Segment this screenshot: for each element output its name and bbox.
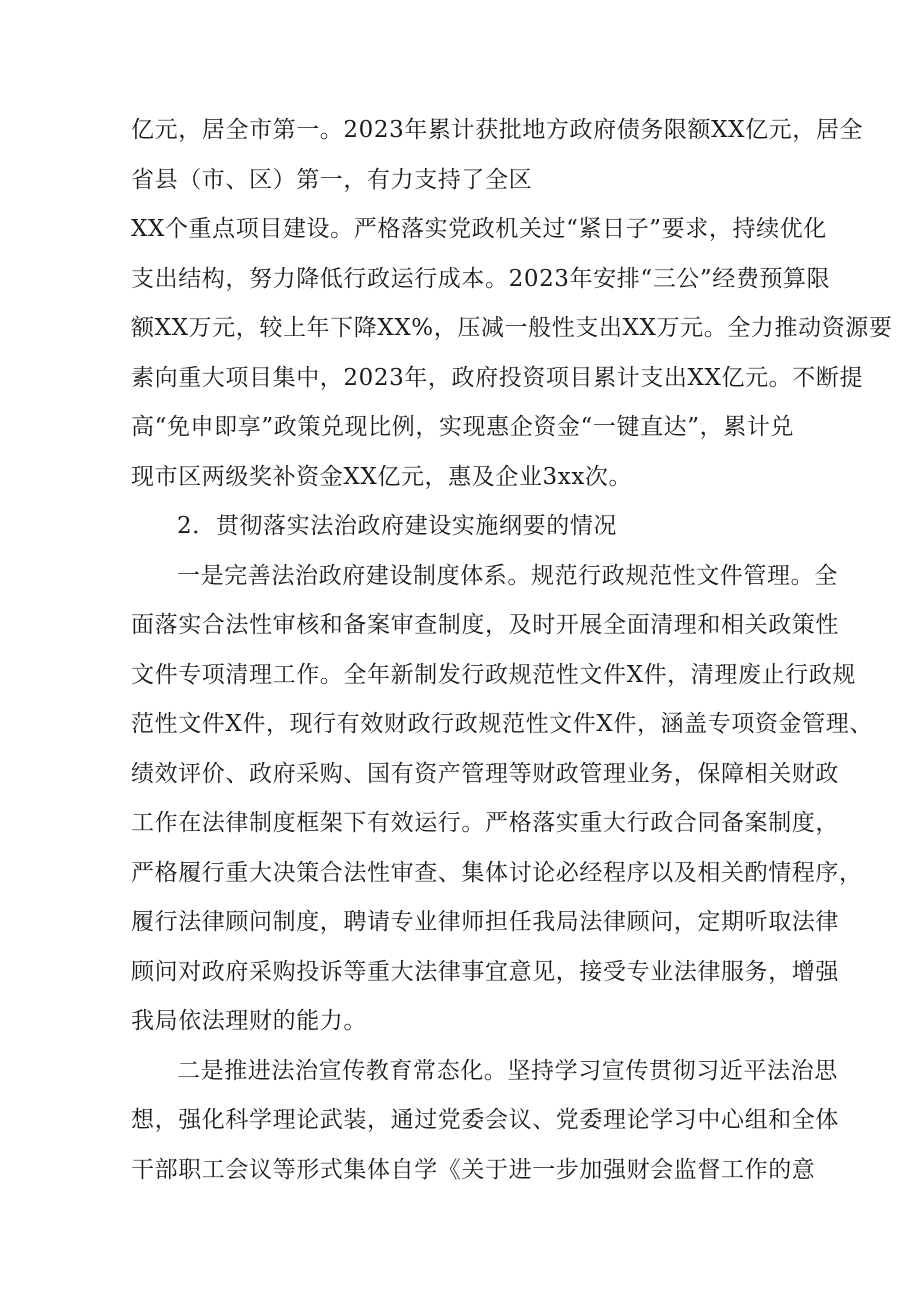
text-line: 一是完善法治政府建设制度体系。规范行政规范性文件管理。全: [177, 563, 838, 589]
text-line: 文件专项清理工作。全年新制发行政规范性文件X件，清理废止行政规: [131, 662, 856, 688]
text-line: 范性文件X件，现行有效财政行政规范性文件X件，涵盖专项资金管理、: [131, 711, 873, 737]
text-line: 额XX万元，较上年下降XX%，压减一般性支出XX万元。全力推动资源要: [131, 315, 893, 341]
text-line: 想，强化科学理论武装，通过党委会议、党委理论学习中心组和全体: [131, 1107, 839, 1133]
text-line: 二是推进法治宣传教育常态化。坚持学习宣传贯彻习近平法治思: [177, 1058, 838, 1084]
text-line: 顾问对政府采购投诉等重大法律事宜意见，接受专业法律服务，增强: [131, 959, 839, 985]
text-line: 素向重大项目集中，2023年，政府投资项目累计支出XX亿元。不断提: [131, 365, 864, 391]
text-line: 支出结构，努力降低行政运行成本。2023年安排“三公”经费预算限: [131, 266, 831, 292]
text-line: 干部职工会议等形式集体自学《关于进一步加强财会监督工作的意: [131, 1157, 816, 1183]
text-line: 我局依法理财的能力。: [131, 1008, 367, 1034]
text-line: 亿元，居全市第一。2023年累计获批地方政府债务限额XX亿元，居全: [131, 117, 864, 143]
text-line: 面落实合法性审核和备案审查制度，及时开展全面清理和相关政策性: [131, 612, 839, 638]
section-heading: 2．贯彻落实法治政府建设实施纲要的情况: [177, 513, 618, 539]
text-line: 绩效评价、政府采购、国有资产管理等财政管理业务，保障相关财政: [131, 761, 839, 787]
text-line: 高“免申即享”政策兑现比例，实现惠企资金“一键直达”，累计兑: [131, 414, 795, 440]
text-line: 严格履行重大决策合法性审查、集体讨论必经程序以及相关酌情程序，: [131, 860, 863, 886]
text-line: XX个重点项目建设。严格落实党政机关过“紧日子”要求，持续优化: [131, 216, 827, 242]
text-line: 省县（市、区）第一，有力支持了全区: [131, 167, 533, 193]
text-line: 现市区两级奖补资金XX亿元，惠及企业3xx次。: [131, 464, 633, 490]
text-line: 工作在法律制度框架下有效运行。严格落实重大行政合同备案制度，: [131, 810, 839, 836]
text-line: 履行法律顾问制度，聘请专业律师担任我局法律顾问，定期听取法律: [131, 909, 839, 935]
